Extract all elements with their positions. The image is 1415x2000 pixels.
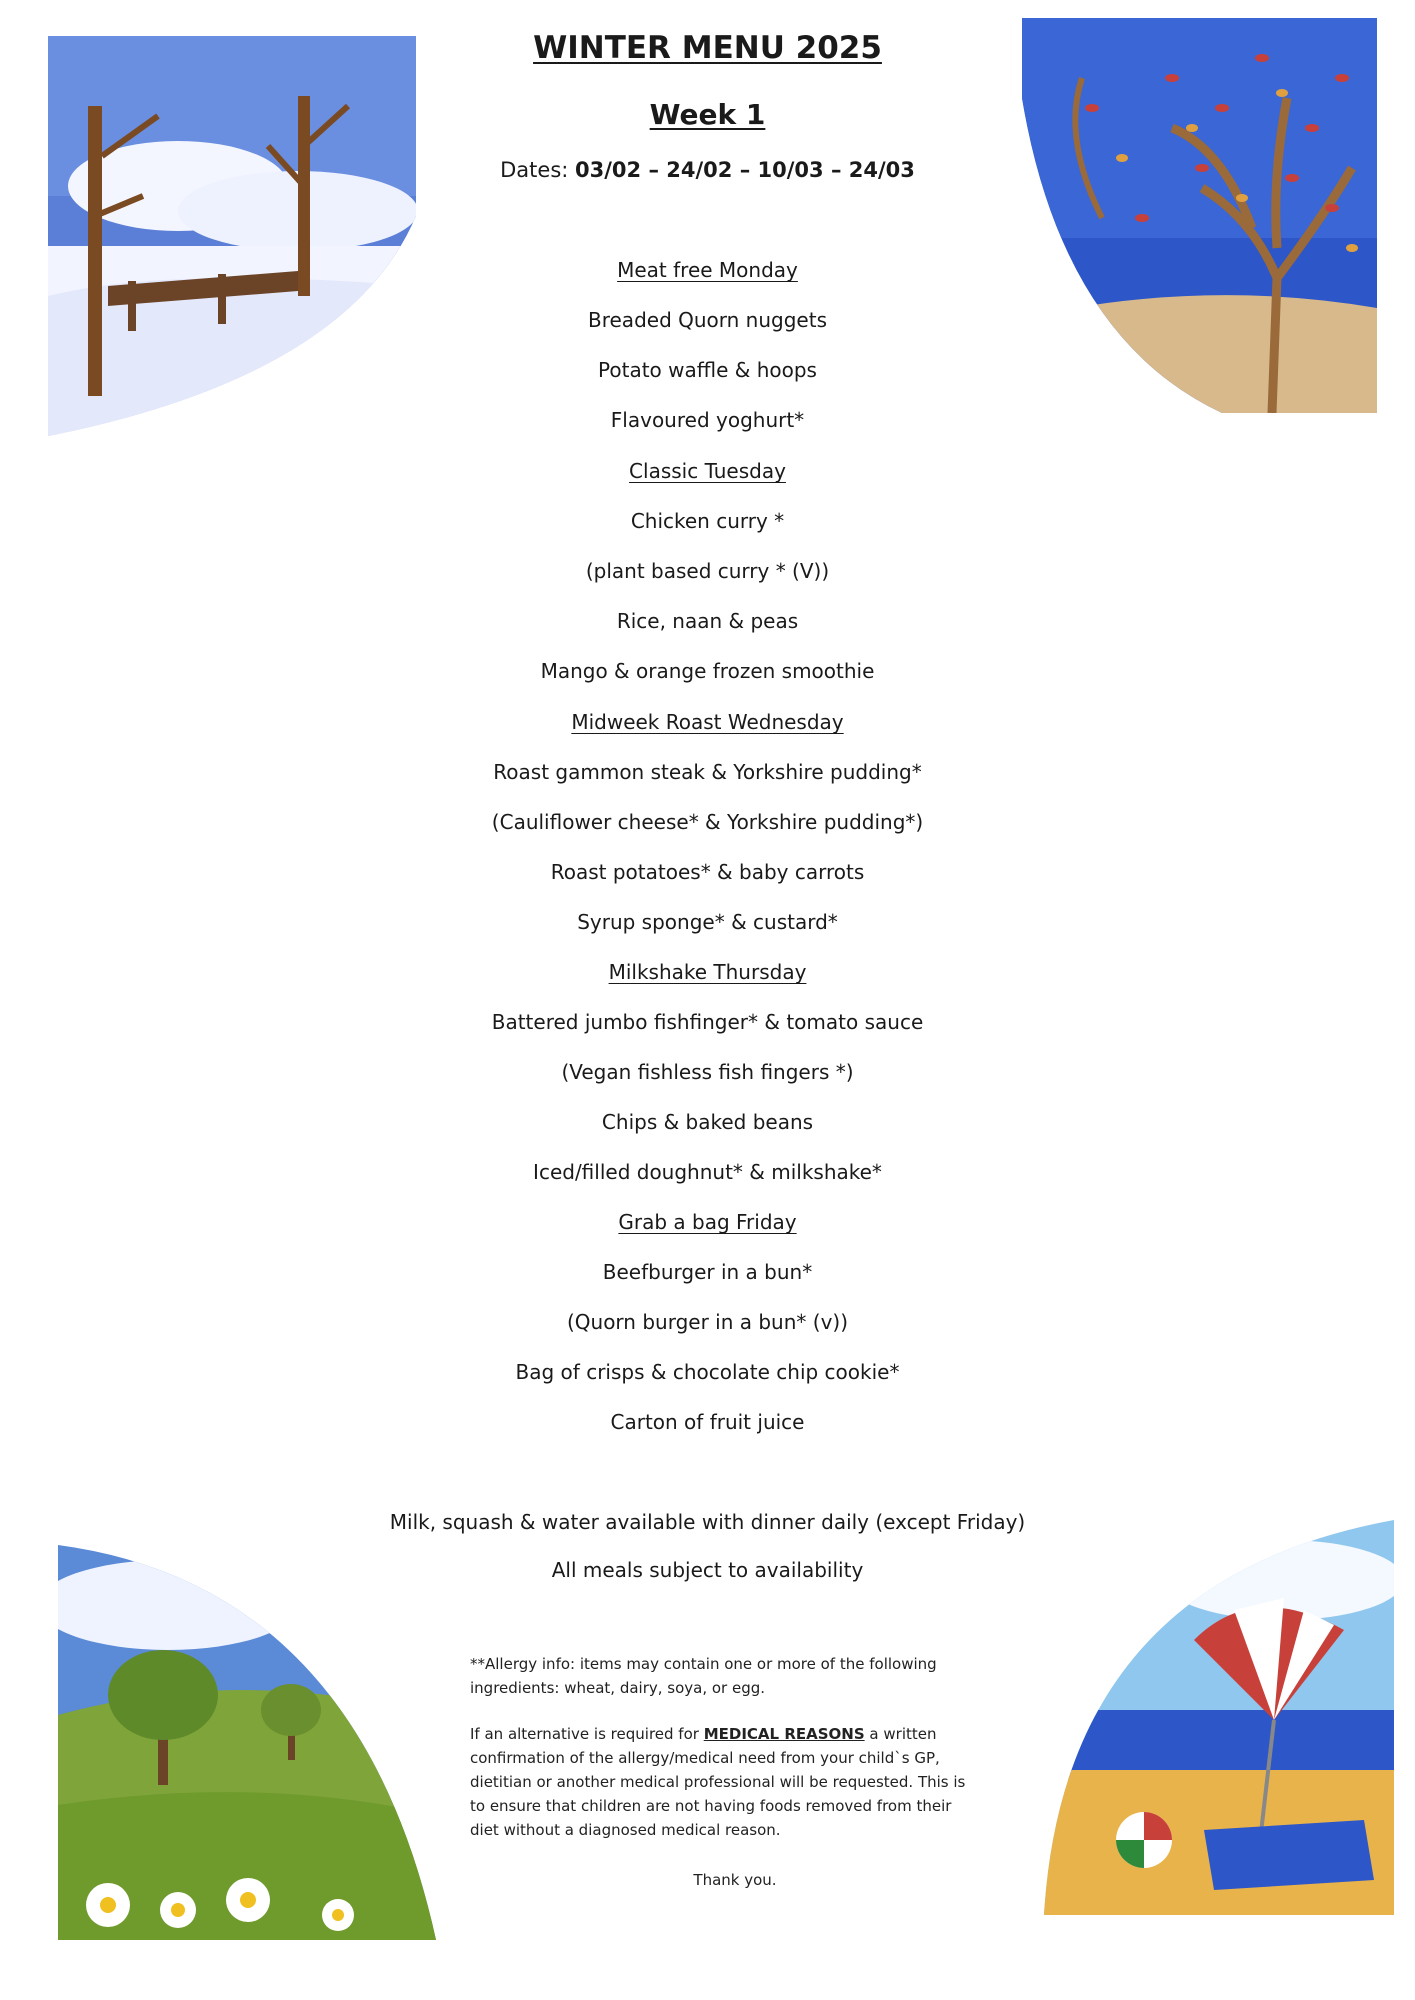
- week-label: Week 1: [649, 98, 766, 131]
- menu-item: Syrup sponge* & custard*: [577, 910, 838, 934]
- drinks-note: Milk, squash & water available with dinner daily (except Friday): [389, 1510, 1026, 1534]
- day-heading-thursday: Milkshake Thursday: [608, 960, 807, 984]
- menu-item: Chips & baked beans: [601, 1110, 814, 1134]
- menu-item: Beefburger in a bun*: [602, 1260, 813, 1284]
- menu-item: Bag of crisps & chocolate chip cookie*: [515, 1360, 900, 1384]
- medical-line: confirmation of the allergy/medical need from your child`s GP,: [470, 1749, 940, 1767]
- dates-label: Dates:: [500, 158, 569, 182]
- menu-item: Carton of fruit juice: [610, 1410, 805, 1434]
- medical-reasons-emphasis: MEDICAL REASONS: [703, 1725, 865, 1743]
- menu-item: (plant based curry * (V)): [585, 559, 830, 583]
- availability-note: All meals subject to availability: [551, 1558, 864, 1582]
- medical-line: dietitian or another medical professional will be requested. This is: [470, 1773, 966, 1791]
- medical-line: diet without a diagnosed medical reason.: [470, 1821, 781, 1839]
- menu-item: Breaded Quorn nuggets: [588, 308, 827, 332]
- menu-item: Rice, naan & peas: [616, 609, 799, 633]
- menu-item: Flavoured yoghurt*: [610, 408, 805, 432]
- menu-item: Roast potatoes* & baby carrots: [550, 860, 865, 884]
- menu-item: Potato waffle & hoops: [598, 358, 817, 382]
- menu-title: WINTER MENU 2025: [533, 30, 882, 66]
- allergy-line: **Allergy info: items may contain one or more of the following: [470, 1655, 937, 1673]
- day-heading-friday: Grab a bag Friday: [618, 1210, 797, 1234]
- menu-item: Chicken curry *: [630, 509, 785, 533]
- medical-post: a written: [869, 1725, 937, 1743]
- medical-line: [470, 1722, 1000, 1746]
- medical-info: [470, 1722, 1000, 1842]
- menu-item: Iced/filled doughnut* & milkshake*: [533, 1160, 882, 1184]
- autumn-tree-illustration: [1022, 18, 1377, 413]
- day-heading-tuesday: Classic Tuesday: [629, 459, 786, 483]
- menu-item: (Cauliflower cheese* & Yorkshire pudding*): [491, 810, 924, 834]
- thank-you: Thank you.: [693, 1871, 777, 1889]
- menu-item: Roast gammon steak & Yorkshire pudding*: [493, 760, 922, 784]
- menu-item: (Quorn burger in a bun* (v)): [566, 1310, 849, 1334]
- day-heading-wednesday: Midweek Roast Wednesday: [571, 710, 844, 734]
- allergy-line: ingredients: wheat, dairy, soya, or egg.: [470, 1679, 766, 1697]
- medical-pre: If an alternative is required for: [470, 1725, 699, 1743]
- menu-item: Mango & orange frozen smoothie: [540, 659, 875, 683]
- menu-item: Battered jumbo fishfinger* & tomato sauce: [491, 1010, 924, 1034]
- allergy-info: [470, 1652, 1000, 1700]
- day-heading-monday: Meat free Monday: [617, 258, 798, 282]
- beach-umbrella-illustration: [1044, 1520, 1394, 1915]
- menu-item: (Vegan fishless fish fingers *): [561, 1060, 854, 1084]
- dates-value: 03/02 – 24/02 – 10/03 – 24/03: [575, 158, 915, 182]
- winter-scene-illustration: [48, 36, 416, 436]
- spring-meadow-illustration: [58, 1545, 436, 1940]
- medical-line: to ensure that children are not having foods removed from their: [470, 1797, 952, 1815]
